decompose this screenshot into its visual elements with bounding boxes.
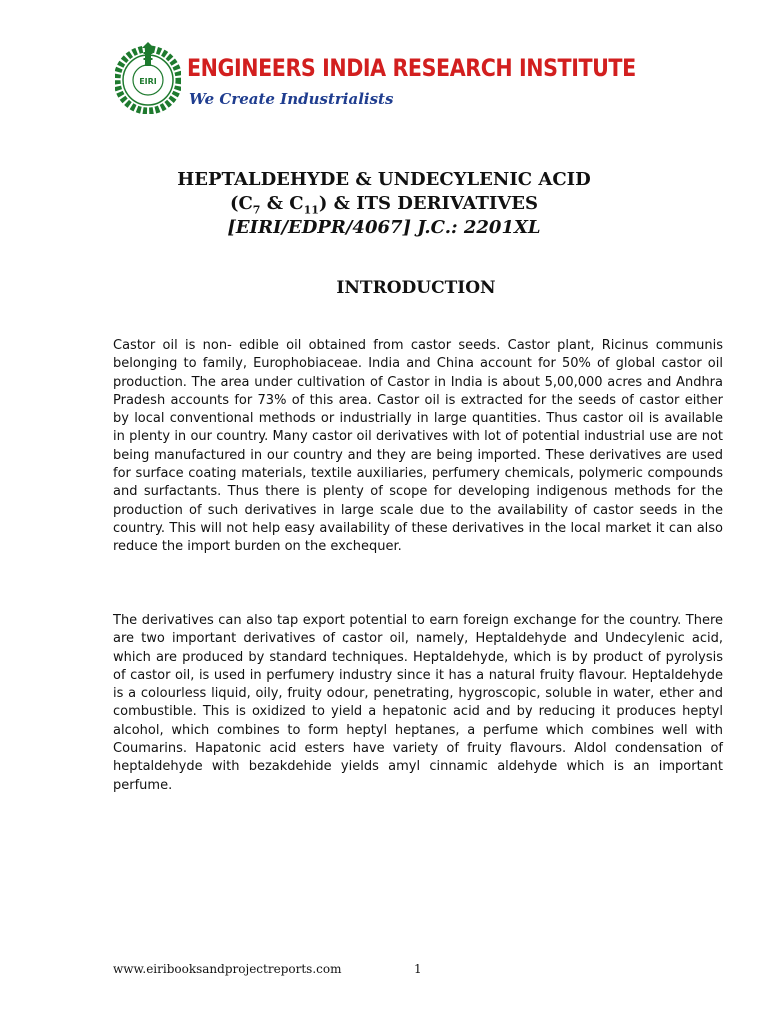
org-tagline: We Create Industrialists bbox=[189, 90, 394, 108]
footer-url: www.eiribooksandprojectreports.com bbox=[113, 962, 342, 976]
document-title: HEPTALDEHYDE & UNDECYLENIC ACID bbox=[177, 169, 591, 190]
document-code: [EIRI/EDPR/4067] J.C.: 2201XL bbox=[227, 217, 541, 238]
intro-paragraph-1: Castor oil is non- edible oil obtained from castor seeds. Castor plant, Ricinus communis belonging to family, Europhobiaceae. India and China account for 50% of global castor oil production. The area under cultivation of Castor in India is about 5,00,000 acres and Andhra Pradesh accounts for 73% of this area. Castor oil is extracted for the seeds of castor either by local conventional methods or industrially in large quantities. Thus castor oil is available in plenty in our country. Many castor oil derivatives with lot of potential industrial use are not being manufactured in our country and they are being imported. These derivatives are used for surface coating materials, textile auxiliaries, perfumery chemicals, polymeric compounds and surfactants. Thus there is plenty of scope for developing indigenous methods for the production of such derivatives in large scale due to the availability of castor seeds in the country. This will not help easy availability of these derivatives in the local market it can also reduce the import burden on the exchequer. bbox=[113, 338, 723, 555]
institute-seal-icon bbox=[115, 42, 181, 114]
eiri-logo bbox=[115, 42, 636, 122]
svg-text:EIRI: EIRI bbox=[139, 77, 157, 86]
org-name: ENGINEERS INDIA RESEARCH INSTITUTE bbox=[187, 54, 636, 82]
page-number: 1 bbox=[414, 962, 422, 976]
section-heading: INTRODUCTION bbox=[336, 278, 496, 298]
intro-paragraph-2: The derivatives can also tap export potential to earn foreign exchange for the country. There are two important derivatives of castor oil, namely, Heptaldehyde and Undecylenic acid, which are produced by standard techniques. Heptaldehyde, which is by product of pyrolysis of castor oil, is used in perfumery industry since it has a natural fruity flavour. Heptaldehyde is a colourless liquid, oily, fruity odour, penetrating, hygroscopic, soluble in water, ether and combustible. This is oxidized to yield a hepatonic acid and by reducing it produces heptyl alcohol, which combines to form heptyl heptanes, a perfume which combines well with Coumarins. Hapatonic acid esters have variety of fruity flavours. Aldol condensation of heptaldehyde with bezakdehide yields amyl cinnamic aldehyde which is an important perfume. bbox=[113, 613, 723, 793]
document-title-block bbox=[0, 168, 768, 240]
document-subtitle: ($C_7$ & $C_{11}$) & ITS DERIVATIVES bbox=[229, 193, 539, 217]
